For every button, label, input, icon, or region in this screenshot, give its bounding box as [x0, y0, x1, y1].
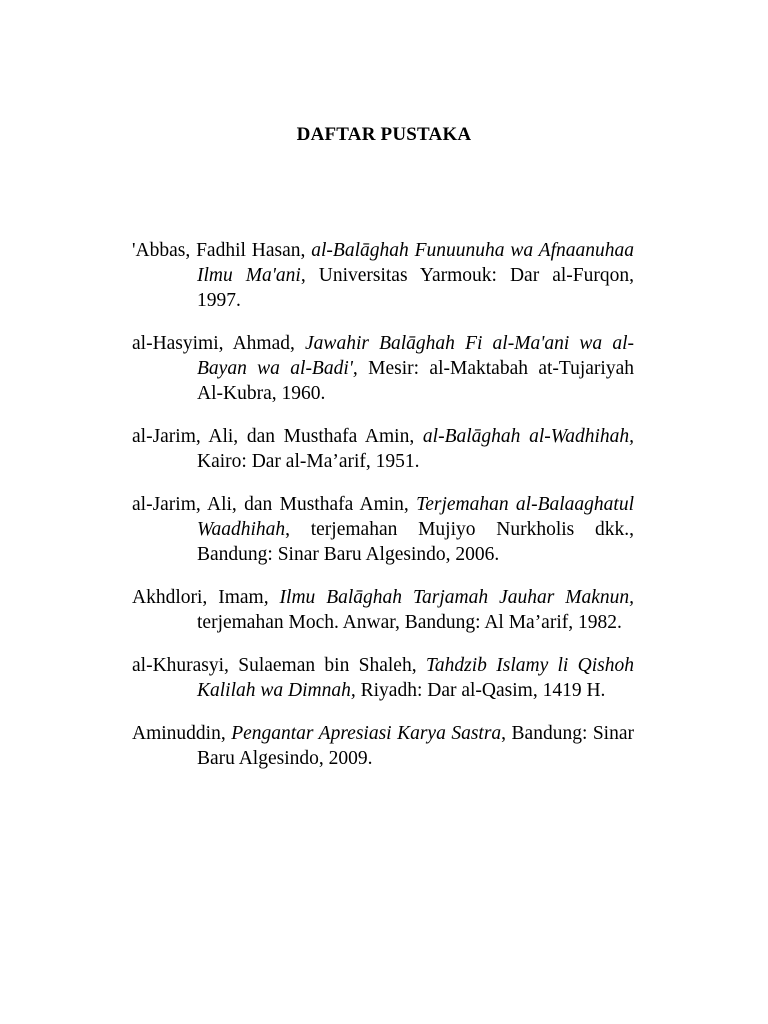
- bibliography-entry: [132, 721, 634, 771]
- entry-work-title: al-Balāghah al-Wadhihah,: [422, 426, 634, 447]
- bibliography-entry: [132, 585, 634, 635]
- entry-author: al-Hasyimi, Ahmad,: [132, 333, 295, 354]
- bibliography-entry: [132, 238, 634, 313]
- bibliography-entry: [132, 653, 634, 703]
- bibliography-list: [132, 238, 634, 789]
- entry-author: 'Abbas, Fadhil Hasan,: [132, 240, 306, 261]
- entry-work-title: al-Balāghah Funuunuha wa Afnaanuhaa Ilmu Ma'ani: [197, 240, 635, 286]
- entry-work-title: Pengantar Apresiasi Karya Sastra: [231, 723, 502, 744]
- entry-author: al-Jarim, Ali, dan Musthafa Amin,: [132, 494, 409, 515]
- entry-publication-details: Riyadh: Dar al-Qasim, 1419 H.: [360, 680, 606, 701]
- entry-publication-details: , Bandung: Sinar Baru Algesindo, 2009.: [197, 723, 635, 769]
- entry-work-title: Tahdzib Islamy li Qishoh Kalilah wa Dimnah,: [197, 655, 634, 701]
- bibliography-entry: [132, 331, 634, 406]
- entry-author: al-Khurasyi, Sulaeman bin Shaleh,: [132, 655, 417, 676]
- entry-publication-details: terjemahan Moch. Anwar, Bandung: Al Ma’arif, 1982.: [197, 612, 622, 633]
- entry-publication-details: , Universitas Yarmouk: Dar al-Furqon, 1997.: [197, 265, 634, 311]
- bibliography-entry: [132, 424, 634, 474]
- entry-author: al-Jarim, Ali, dan Musthafa Amin,: [132, 426, 415, 447]
- entry-author: Akhdlori, Imam: [132, 587, 264, 608]
- page-title: DAFTAR PUSTAKA: [296, 124, 472, 145]
- entry-author: Aminuddin,: [132, 723, 226, 744]
- entry-publication-details: , terjemahan Mujiyo Nurkholis dkk., Bandung: Sinar Baru Algesindo, 2006.: [197, 519, 634, 565]
- bibliography-entry: [132, 492, 634, 567]
- entry-publication-details: Mesir: al-Maktabah at-Tujariyah Al-Kubra, 1960.: [197, 358, 635, 404]
- entry-work-title: Jawahir Balāghah Fi al-Ma'ani wa al-Bayan wa al-Badi',: [197, 333, 634, 379]
- entry-publication-details: Kairo: Dar al-Ma’arif, 1951.: [197, 451, 420, 472]
- entry-work-title: , Ilmu Balāghah Tarjamah Jauhar Maknun,: [263, 587, 635, 608]
- entry-work-title: Terjemahan al-Balaaghatul Waadhihah: [197, 494, 634, 540]
